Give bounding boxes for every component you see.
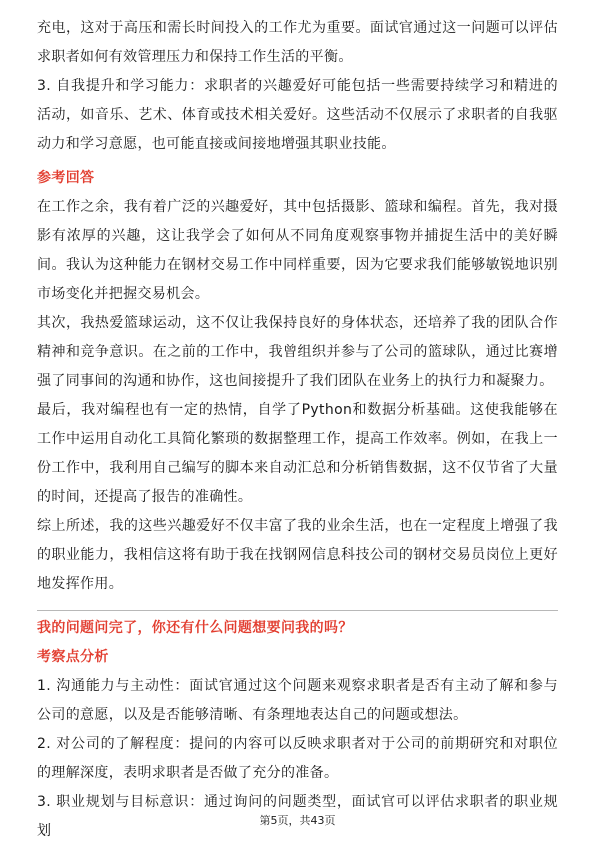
paragraph: 3. 自我提升和学习能力：求职者的兴趣爱好可能包括一些需要持续学习和精进的活动，如音乐、艺术、体育或技术相关爱好。这些活动不仅展示了求职者的自我驱动力和学习意愿，也可能直接或间接地增强其职业技能。 — [37, 78, 558, 152]
answer-paragraph: 最后，我对编程也有一定的热情，自学了Python和数据分析基础。这使我能够在工作中运用自动化工具简化繁琐的数据整理工作，提高工作效率。例如，在我上一份工作中，我利用自己编写的脚本来自动汇总和分析销售数据，这不仅节省了大量的时间，还提高了报告的准确性。 — [37, 402, 558, 505]
paragraph: 充电，这对于高压和需长时间投入的工作尤为重要。面试官通过这一问题可以评估求职者如何有效管理压力和保持工作生活的平衡。 — [37, 20, 558, 65]
reference-answer-heading: 参考回答 — [37, 170, 95, 186]
page-number-footer: 第5页，共43页 — [259, 814, 336, 827]
analysis-paragraph: 1. 沟通能力与主动性：面试官通过这个问题来观察求职者是否有主动了解和参与公司的意愿，以及是否能够清晰、有条理地表达自己的问题或想法。 — [37, 678, 558, 723]
document-page — [37, 14, 558, 846]
answer-paragraph: 在工作之余，我有着广泛的兴趣爱好，其中包括摄影、篮球和编程。首先，我对摄影有浓厚的兴趣，这让我学会了如何从不同角度观察事物并捕捉生活中的美好瞬间。我认为这种能力在钢材交易工作中同样重要，因为它要求我们能够敏锐地识别市场变化并把握交易机会。 — [37, 199, 558, 302]
answer-paragraph: 其次，我热爱篮球运动，这不仅让我保持良好的身体状态，还培养了我的团队合作精神和竞争意识。在之前的工作中，我曾组织并参与了公司的篮球队，通过比赛增强了同事间的沟通和协作，这也间接提升了我们团队在业务上的执行力和凝聚力。 — [37, 315, 558, 389]
reference-answer-section — [37, 164, 558, 599]
answer-paragraph: 综上所述，我的这些兴趣爱好不仅丰富了我的业余生活，也在一定程度上增强了我的职业能力，我相信这将有助于我在找钢网信息科技公司的钢材交易员岗位上更好地发挥作用。 — [37, 518, 558, 592]
analysis-heading: 考察点分析 — [37, 649, 109, 665]
section-divider — [37, 610, 558, 611]
analysis-paragraph: 2. 对公司的了解程度：提问的内容可以反映求职者对于公司的前期研究和对职位的理解深度，表明求职者是否做了充分的准备。 — [37, 736, 558, 781]
top-section — [37, 14, 558, 159]
analysis-paragraph: 3. 职业规划与目标意识：通过询问的问题类型，面试官可以评估求职者的职业规划 — [37, 794, 558, 839]
question-title: 我的问题问完了，你还有什么问题想要问我的吗？ — [37, 620, 353, 636]
